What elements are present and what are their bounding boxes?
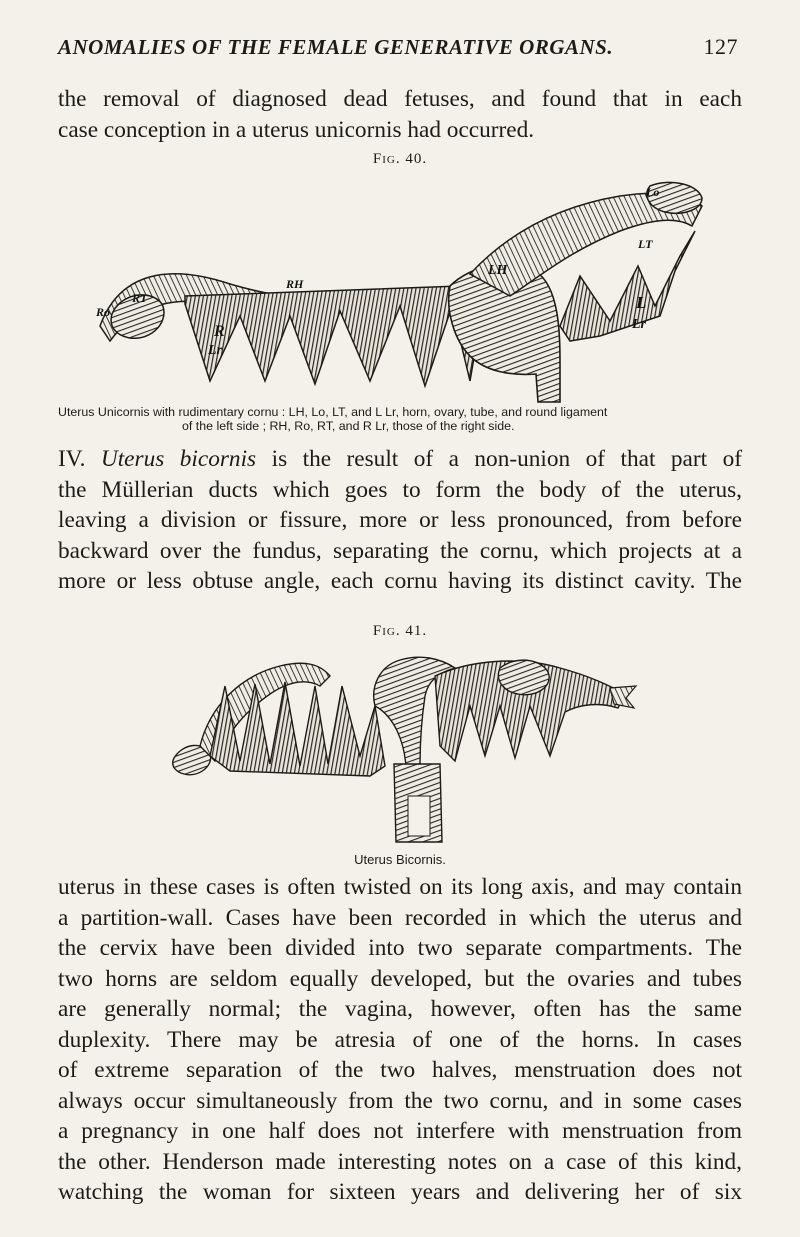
text-line: always occur simultaneously from the two cornu, and in some cases — [58, 1087, 742, 1114]
label-lh: LH — [488, 263, 508, 278]
text-line: a pregnancy in one half does not interfere with menstruation from — [58, 1118, 742, 1144]
text-line: a partition-wall. Cases have been recorded in which the uterus and — [58, 904, 742, 931]
label-rh: RH — [286, 277, 304, 291]
text-line: is the result of a non-union of that part of — [271, 446, 742, 472]
label-r: R — [214, 323, 225, 340]
right-ovary — [498, 660, 549, 695]
section-term: Uterus bicornis — [100, 446, 257, 472]
text-line: more or less obtuse angle, each cornu having its distinct cavity. The — [58, 568, 742, 594]
running-title: ANOMALIES OF THE FEMALE GENERATIVE ORGANS. — [58, 35, 614, 59]
figure-40-caption — [58, 405, 742, 433]
figure-40-label: Fig. 40. — [372, 151, 428, 167]
caption-line: of the left side ; RH, Ro, RT, and R Lr, those of the right side. — [182, 419, 515, 433]
label-rt: RT — [132, 291, 148, 305]
broad-ligament-left — [185, 286, 485, 386]
text-line: uterus in these cases is often twisted on its long axis, and may contain — [58, 874, 742, 900]
cervical-canal — [408, 796, 430, 836]
figure-41-uterus-bicornis — [170, 646, 640, 850]
text-line: case conception in a uterus unicornis had occurred. — [58, 116, 535, 143]
label-l: L — [636, 293, 647, 312]
label-lo: Lo — [646, 185, 660, 199]
text-line: the other. Henderson made interesting notes on a case of this kind, — [58, 1148, 742, 1175]
text-line: duplexity. There may be atresia of one of the horns. In cases — [58, 1026, 742, 1053]
paragraph-intro — [58, 84, 742, 145]
figure-40-uterus-unicornis — [90, 176, 710, 404]
page-number: 127 — [703, 34, 738, 59]
text-line: two horns are seldom equally developed, but the ovaries and tubes — [58, 965, 742, 992]
text-line: the cervix have been divided into two separate compartments. The — [58, 935, 742, 961]
figure-41-label: Fig. 41. — [372, 623, 428, 639]
label-right-lr: Lr — [208, 343, 222, 358]
text-line: watching the woman for sixteen years and delivering her of six — [58, 1179, 742, 1205]
section-numeral: IV. — [58, 446, 86, 472]
figure-41-caption: Uterus Bicornis. — [354, 852, 446, 867]
label-lr: Lr — [632, 317, 646, 332]
text-line: backward over the fundus, separating the cornu, which projects at a — [58, 537, 742, 564]
label-lt: LT — [638, 237, 653, 251]
paragraph-continuation — [58, 872, 742, 1208]
label-ro: Ro — [96, 305, 111, 319]
text-line: of extreme separation of the two halves, menstruation does not — [58, 1057, 742, 1083]
text-line: are generally normal; the vagina, however, often has the same — [58, 996, 742, 1022]
text-line: the Müllerian ducts which goes to form the body of the uterus, — [58, 476, 742, 503]
text-line: the removal of diagnosed dead fetuses, and found that in each — [58, 86, 742, 112]
caption-line: Uterus Unicornis with rudimentary cornu : LH, Lo, LT, and L Lr, horn, ovary, tube, and round ligament — [58, 405, 608, 419]
text-line: leaving a division or fissure, more or less pronounced, from before — [58, 507, 742, 533]
paragraph-uterus-bicornis — [58, 444, 742, 597]
running-head — [58, 34, 738, 60]
